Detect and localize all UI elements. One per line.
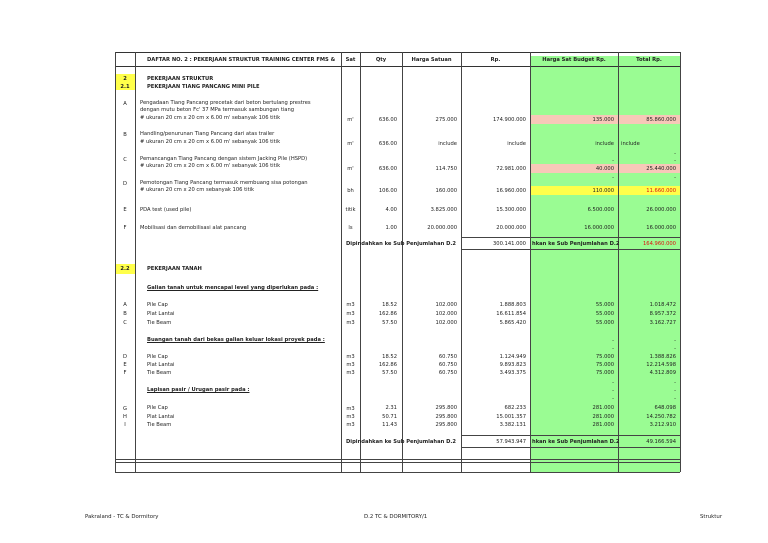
item-qty: 1.00 [385, 225, 397, 231]
item-harga: 295.800 [435, 414, 457, 420]
subsection-title: PEKERJAAN TANAH [147, 266, 202, 272]
item-harga: include [438, 141, 457, 147]
item-sat: m3 [346, 362, 355, 368]
item-sat: titik [345, 207, 356, 213]
item-sat: m3 [346, 311, 355, 317]
item-total: 85.860.000 [646, 117, 676, 123]
item-desc: # ukuran 20 cm x 20 cm x 6.00 m' sebanyak 106 titik [140, 163, 281, 169]
item-id: D [123, 354, 127, 360]
item-name: Tie Beam [147, 370, 172, 376]
item-desc: # ukuran 20 cm x 20 cm x 6.00 m' sebanyak 106 titik [140, 115, 281, 121]
item-total: 12.214.598 [646, 362, 676, 368]
item-name: Plat Lantai [147, 362, 175, 368]
item-qty: 50.71 [382, 414, 397, 420]
item-sat: m3 [346, 422, 355, 428]
item-id: H [123, 414, 127, 420]
item-rp: 72.981.000 [496, 166, 526, 172]
item-budget: 75.000 [595, 370, 614, 376]
item-budget: 40.000 [595, 166, 614, 172]
item-qty: 162.86 [378, 362, 397, 368]
item-sat: m3 [346, 354, 355, 360]
dash: - [612, 338, 614, 344]
dash: - [612, 388, 614, 394]
item-total: 11.660.000 [646, 188, 676, 194]
item-total: 26.000.000 [646, 207, 676, 213]
sum-label: Dipindahkan ke Sub Penjumlahan D.2 [346, 439, 456, 445]
dash: - [674, 396, 676, 402]
item-harga: 60.750 [438, 370, 457, 376]
item-rp: 16.960.000 [496, 188, 526, 194]
dash: - [612, 380, 614, 386]
header-sat: Sat [345, 57, 356, 63]
item-name: Tie Beam [147, 422, 172, 428]
item-qty: 162.86 [378, 311, 397, 317]
dash: - [612, 175, 614, 181]
item-id: F [123, 225, 127, 231]
group-title: Lapisan pasir / Urugan pasir pada : [147, 387, 250, 393]
item-rp: 3.493.375 [499, 370, 526, 376]
item-id: F [123, 370, 127, 376]
sum-budget-label: hkan ke Sub Penjumlahan D.2 [532, 439, 620, 445]
item-total: 4.312.809 [649, 370, 676, 376]
item-total: 25.440.000 [646, 166, 676, 172]
group-title: Galian tanah untuk mencapai level yang diperlukan pada : [147, 285, 319, 291]
item-qty: 2.31 [385, 405, 397, 411]
item-rp: 174.900.000 [492, 117, 526, 123]
item-desc: # ukuran 20 cm x 20 cm x 6.00 m' sebanyak 106 titik [140, 139, 281, 145]
item-id: D [123, 181, 127, 187]
dash: - [674, 388, 676, 394]
item-sat: m' [347, 141, 354, 147]
item-budget: 55.000 [595, 302, 614, 308]
subsection-number: 2.2 [120, 266, 130, 272]
footer-center: D.2 TC & DORMITORY/1 [364, 514, 428, 520]
item-desc: Pengadaan Tiang Pancang precetak dari beton bertulang prestres [140, 100, 311, 106]
item-budget: 6.500.000 [587, 207, 614, 213]
item-id: E [123, 207, 127, 213]
dash: - [612, 396, 614, 402]
item-id: C [123, 320, 127, 326]
item-budget: 55.000 [595, 311, 614, 317]
item-qty: 11.43 [382, 422, 397, 428]
dash: - [612, 158, 614, 164]
item-name: Pile Cap [147, 405, 168, 411]
item-harga: 160.000 [435, 188, 457, 194]
sum-total: 49.166.594 [646, 439, 676, 445]
item-harga: 114.750 [435, 166, 457, 172]
item-sat: m3 [346, 320, 355, 326]
item-total: 16.000.000 [646, 225, 676, 231]
dash: - [674, 346, 676, 352]
item-budget: include [595, 141, 614, 147]
item-id: G [122, 406, 128, 412]
item-id: C [123, 157, 127, 163]
item-harga: 20.000.000 [427, 225, 457, 231]
bottom-line [115, 459, 680, 460]
item-name: Pile Cap [147, 302, 168, 308]
item-qty: 57.50 [382, 320, 397, 326]
item-total: include [621, 141, 640, 147]
item-qty: 4.00 [385, 207, 397, 213]
item-desc: # ukuran 20 cm x 20 cm sebanyak 106 titik [140, 187, 255, 193]
item-rp: 9.893.823 [499, 362, 526, 368]
bottom-line [115, 472, 680, 473]
sum-rp: 300.141.000 [492, 241, 526, 247]
header-rp: Rp. [490, 57, 501, 63]
item-total: 1.388.826 [649, 354, 676, 360]
dash: - [674, 151, 676, 157]
group-title: Buangan tanah dari bekas galian keluar lokasi proyek pada : [147, 337, 325, 343]
grid-line [135, 52, 136, 472]
footer-left: Pakraland - TC & Dormitory [85, 514, 159, 520]
header-total: Total Rp. [636, 57, 662, 63]
item-total: 3.162.727 [649, 320, 676, 326]
sum-line [461, 435, 680, 436]
item-total: 8.957.372 [649, 311, 676, 317]
item-desc: Pemancangan Tiang Pancang dengan sistem Jacking Pile (HSPD) [140, 156, 308, 162]
item-harga: 3.825.000 [430, 207, 457, 213]
item-name: Pile Cap [147, 354, 168, 360]
item-rp: 20.000.000 [496, 225, 526, 231]
sum-total: 164.960.000 [642, 241, 676, 247]
dash: - [674, 158, 676, 164]
sum-line [461, 249, 680, 250]
sum-budget-label: hkan ke Sub Penjumlahan D.2 [532, 241, 620, 247]
item-sat: ls [348, 225, 353, 231]
item-name: Plat Lantai [147, 414, 175, 420]
item-budget: 135.000 [592, 117, 614, 123]
header-harga: Harga Satuan [411, 57, 452, 63]
item-desc: Mobilisasi dan demobilisasi alat pancang [140, 225, 247, 231]
item-name: Plat Lantai [147, 311, 175, 317]
sum-line [461, 237, 680, 238]
item-rp: 1.888.803 [499, 302, 526, 308]
item-rp: 5.865.420 [499, 320, 526, 326]
footer-right: Struktur [700, 514, 723, 520]
item-qty: 18.52 [382, 354, 397, 360]
sum-rp: 57.943.947 [496, 439, 526, 445]
item-qty: 636.00 [378, 117, 397, 123]
item-id: A [123, 302, 127, 308]
item-budget: 281.000 [592, 405, 614, 411]
item-total: 3.212.910 [649, 422, 676, 428]
item-sat: m3 [346, 414, 355, 420]
item-sat: m3 [346, 370, 355, 376]
bottom-line [115, 462, 680, 463]
item-id: B [123, 311, 127, 317]
item-desc: Pemotongan Tiang Pancang termasuk membuang sisa potongan [140, 180, 308, 186]
item-qty: 636.00 [378, 166, 397, 172]
item-rp: 1.124.949 [499, 354, 526, 360]
item-qty: 106.00 [378, 188, 397, 194]
header-qty: Qty [375, 57, 387, 63]
item-budget: 75.000 [595, 354, 614, 360]
item-name: Tie Beam [147, 320, 172, 326]
item-desc: dengan mutu beton Fc' 37 MPa termasuk sambungan tiang [140, 107, 295, 113]
item-harga: 102.000 [435, 302, 457, 308]
item-budget: 75.000 [595, 362, 614, 368]
item-harga: 295.800 [435, 405, 457, 411]
item-budget: 55.000 [595, 320, 614, 326]
item-sat: m' [347, 117, 354, 123]
item-id: A [123, 101, 127, 107]
item-budget: 281.000 [592, 422, 614, 428]
item-harga: 60.750 [438, 354, 457, 360]
item-rp: 3.382.131 [499, 422, 526, 428]
item-rp: include [507, 141, 526, 147]
item-qty: 636.00 [378, 141, 397, 147]
item-desc: Handling/penurunan Tiang Pancang dari atas trailer [140, 131, 275, 137]
item-rp: 16.611.854 [496, 311, 526, 317]
header-title: DAFTAR NO. 2 : PEKERJAAN STRUKTUR TRAINING CENTER FMS & [147, 57, 336, 63]
dash: - [674, 338, 676, 344]
item-harga: 275.000 [435, 117, 457, 123]
item-budget: 281.000 [592, 414, 614, 420]
header-budget: Harga Sat Budget Rp. [542, 57, 606, 63]
item-budget: 110.000 [592, 188, 614, 194]
sum-line [461, 447, 680, 448]
dash: - [674, 380, 676, 386]
item-total: 648.098 [654, 405, 676, 411]
item-desc: PDA test (used pile) [140, 207, 192, 213]
item-rp: 15.001.357 [496, 414, 526, 420]
item-sat: m' [347, 166, 354, 172]
subsection-number: 2.1 [120, 84, 130, 90]
section-number: 2 [123, 76, 127, 82]
item-sat: m3 [346, 302, 355, 308]
section-title: PEKERJAAN STRUKTUR [147, 76, 214, 82]
item-qty: 18.52 [382, 302, 397, 308]
item-harga: 102.000 [435, 320, 457, 326]
item-id: E [123, 362, 127, 368]
item-rp: 682.233 [504, 405, 526, 411]
item-total: 1.018.472 [649, 302, 676, 308]
item-sat: bh [347, 188, 354, 194]
item-qty: 57.50 [382, 370, 397, 376]
item-harga: 102.000 [435, 311, 457, 317]
item-id: B [123, 132, 127, 138]
item-harga: 295.800 [435, 422, 457, 428]
sum-label: Dipindahkan ke Sub Penjumlahan D.2 [346, 241, 456, 247]
item-id: I [124, 422, 126, 428]
item-budget: 16.000.000 [584, 225, 614, 231]
item-sat: m3 [346, 406, 355, 412]
dash: - [612, 346, 614, 352]
item-total: 14.250.782 [646, 414, 676, 420]
item-rp: 15.300.000 [496, 207, 526, 213]
dash: - [674, 175, 676, 181]
item-harga: 60.750 [438, 362, 457, 368]
grid-line [680, 52, 681, 472]
subsection-title: PEKERJAAN TIANG PANCANG MINI PILE [147, 84, 260, 90]
